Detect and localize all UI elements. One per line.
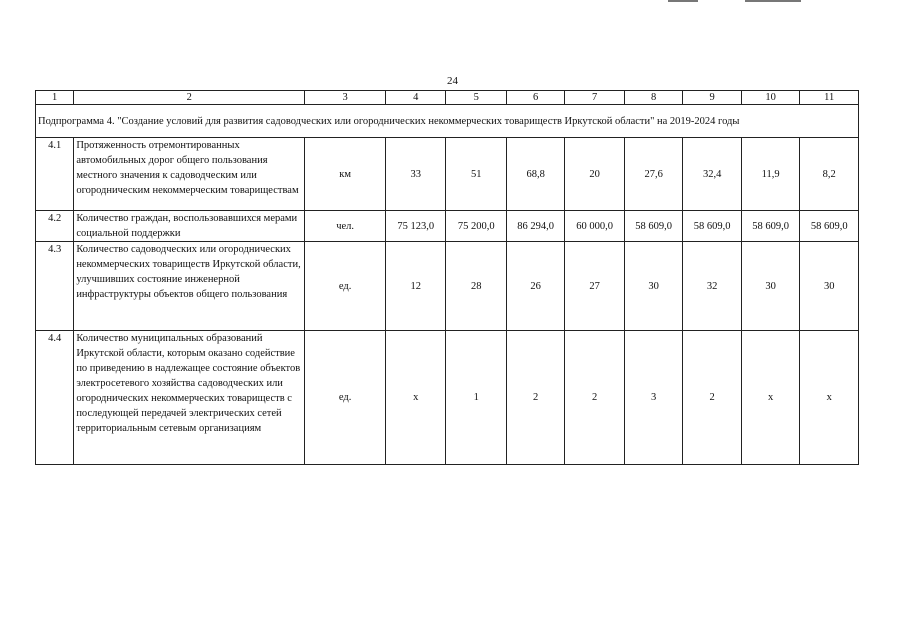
value-cell: 11,9 [741,138,799,211]
unit-cell: км [305,138,386,211]
value-cell: 2 [565,331,625,465]
header-cell: 10 [741,91,799,105]
value-cell: 68,8 [506,138,564,211]
value-cell: 20 [565,138,625,211]
header-cell: 2 [74,91,305,105]
value-cell: 12 [385,242,446,331]
row-id: 4.1 [36,138,74,211]
header-cell: 5 [446,91,507,105]
value-cell: 27,6 [624,138,682,211]
value-cell: 30 [800,242,859,331]
header-row [36,91,859,105]
table-row [36,331,859,465]
unit-cell: ед. [305,331,386,465]
table-row [36,211,859,242]
header-cell: 9 [683,91,741,105]
row-id: 4.2 [36,211,74,242]
value-cell: 32 [683,242,741,331]
value-cell: 30 [624,242,682,331]
value-cell: 75 123,0 [385,211,446,242]
value-cell: 75 200,0 [446,211,507,242]
value-cell: 2 [683,331,741,465]
subprogram-row [36,105,859,138]
table-row [36,242,859,331]
table-row [36,138,859,211]
value-cell: 58 609,0 [741,211,799,242]
value-cell: 30 [741,242,799,331]
row-id: 4.3 [36,242,74,331]
subprogram-title: Подпрограмма 4. "Создание условий для развития садоводческих или огороднических некоммерческих товариществ Иркутской области" на 2019-2024 годы [36,105,859,138]
indicator-name: Количество садоводческих или огороднических некоммерческих товариществ Иркутской области, улучшивших состояние инженерной инфраструктуры объектов общего пользования [74,242,305,331]
header-cell: 4 [385,91,446,105]
value-cell: 2 [506,331,564,465]
value-cell: х [385,331,446,465]
page-number: 24 [447,75,458,87]
header-cell: 6 [506,91,564,105]
scan-mark-left [668,0,698,2]
header-cell: 8 [624,91,682,105]
value-cell: 1 [446,331,507,465]
header-cell: 3 [305,91,386,105]
value-cell: 26 [506,242,564,331]
value-cell: х [741,331,799,465]
row-id: 4.4 [36,331,74,465]
value-cell: 32,4 [683,138,741,211]
value-cell: 58 609,0 [683,211,741,242]
unit-cell: ед. [305,242,386,331]
header-cell: 7 [565,91,625,105]
value-cell: х [800,331,859,465]
indicator-name: Протяженность отремонтированных автомобильных дорог общего пользования местного значения к садоводческим или огородническим некоммерческим товариществам [74,138,305,211]
indicators-table [35,90,859,465]
header-cell: 11 [800,91,859,105]
value-cell: 58 609,0 [800,211,859,242]
value-cell: 33 [385,138,446,211]
value-cell: 8,2 [800,138,859,211]
value-cell: 58 609,0 [624,211,682,242]
indicator-name: Количество муниципальных образований Иркутской области, которым оказано содействие по приведению в надлежащее состояние объектов электросетевого хозяйства садоводческих или огороднических некоммерческих товариществ с последующей передачей электрических сетей территориальным сетевым организациям [74,331,305,465]
unit-cell: чел. [305,211,386,242]
value-cell: 51 [446,138,507,211]
value-cell: 28 [446,242,507,331]
scan-mark-right [745,0,801,2]
value-cell: 3 [624,331,682,465]
header-cell: 1 [36,91,74,105]
value-cell: 60 000,0 [565,211,625,242]
value-cell: 86 294,0 [506,211,564,242]
value-cell: 27 [565,242,625,331]
indicator-name: Количество граждан, воспользовавшихся мерами социальной поддержки [74,211,305,242]
